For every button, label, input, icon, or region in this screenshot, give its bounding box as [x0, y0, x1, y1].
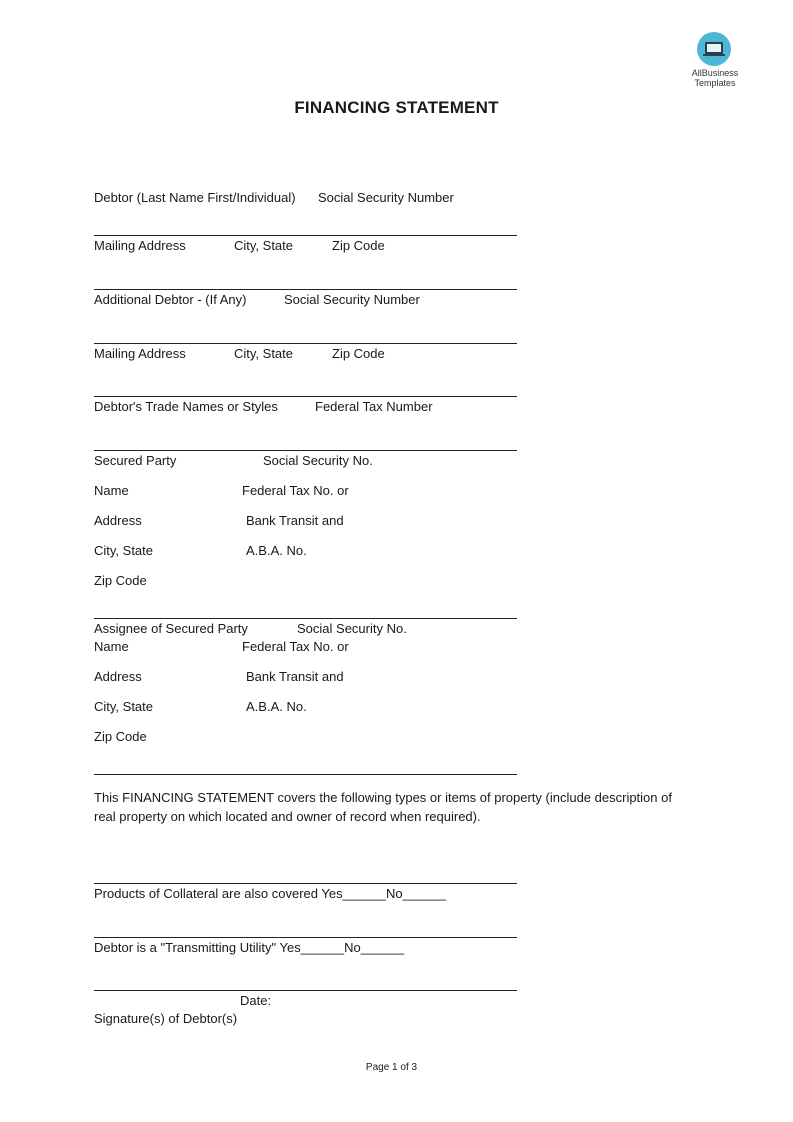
mailing-address-line[interactable]: [94, 289, 517, 290]
additional-debtor-ssn-label: Social Security Number: [284, 292, 420, 307]
transmitting-utility-text: Debtor is a "Transmitting Utility" Yes______No______: [94, 940, 405, 955]
secured-party-aba-label: A.B.A. No.: [246, 543, 307, 558]
secured-party-name-label: Name: [94, 483, 129, 498]
zip-code-label-2: Zip Code: [332, 346, 385, 361]
property-description-text: This FINANCING STATEMENT covers the following types or items of property (include description of real property on which located and owner of record when required).: [94, 790, 672, 824]
debtor-signature-line[interactable]: [94, 235, 517, 236]
additional-debtor-line[interactable]: [94, 343, 517, 344]
assignee-name-label: Name: [94, 639, 129, 654]
trade-names-line[interactable]: [94, 450, 517, 451]
laptop-icon: [697, 32, 731, 66]
secured-party-line[interactable]: [94, 618, 517, 619]
secured-party-city-label: City, State: [94, 543, 154, 558]
products-line[interactable]: [94, 937, 517, 938]
secured-party-zip-label: Zip Code: [94, 573, 147, 588]
assignee-label: Assignee of Secured Party: [94, 621, 248, 636]
secured-party-address-label: Address: [94, 513, 142, 528]
signature-line[interactable]: [94, 990, 517, 991]
mailing-address-label: Mailing Address: [94, 238, 186, 253]
assignee-city-label: City, State: [94, 699, 154, 714]
page-title: FINANCING STATEMENT: [294, 98, 499, 117]
assignee-ssn-label: Social Security No.: [297, 621, 407, 636]
page-number: Page 1 of 3: [365, 1062, 418, 1073]
mailing-address-label-2: Mailing Address: [94, 346, 186, 361]
assignee-line[interactable]: [94, 774, 517, 775]
assignee-bank-label: Bank Transit and: [246, 669, 344, 684]
signature-label: Signature(s) of Debtor(s): [94, 1011, 238, 1026]
assignee-address-label: Address: [94, 669, 142, 684]
secured-party-fed-label: Federal Tax No. or: [242, 483, 349, 498]
city-state-label: City, State: [234, 238, 294, 253]
zip-code-label: Zip Code: [332, 238, 385, 253]
products-collateral-text: Products of Collateral are also covered Yes______No______: [94, 886, 446, 901]
assignee-zip-label: Zip Code: [94, 729, 147, 744]
logo-text: AllBusiness Templates: [691, 68, 739, 88]
property-line[interactable]: [94, 883, 517, 884]
trade-names-label: Debtor's Trade Names or Styles: [94, 399, 278, 414]
secured-party-label: Secured Party: [94, 453, 177, 468]
date-label: Date:: [240, 993, 272, 1008]
allbusiness-templates-logo: [688, 32, 742, 92]
city-state-label-2: City, State: [234, 346, 294, 361]
mailing-address-line-2[interactable]: [94, 396, 517, 397]
debtor-label: Debtor (Last Name First/Individual): [94, 190, 296, 205]
assignee-aba-label: A.B.A. No.: [246, 699, 307, 714]
assignee-fed-label: Federal Tax No. or: [242, 639, 349, 654]
federal-tax-number-label: Federal Tax Number: [315, 399, 433, 414]
secured-party-ssn-label: Social Security No.: [263, 453, 373, 468]
secured-party-bank-label: Bank Transit and: [246, 513, 344, 528]
debtor-ssn-label: Social Security Number: [318, 190, 454, 205]
additional-debtor-label: Additional Debtor - (If Any): [94, 292, 247, 307]
